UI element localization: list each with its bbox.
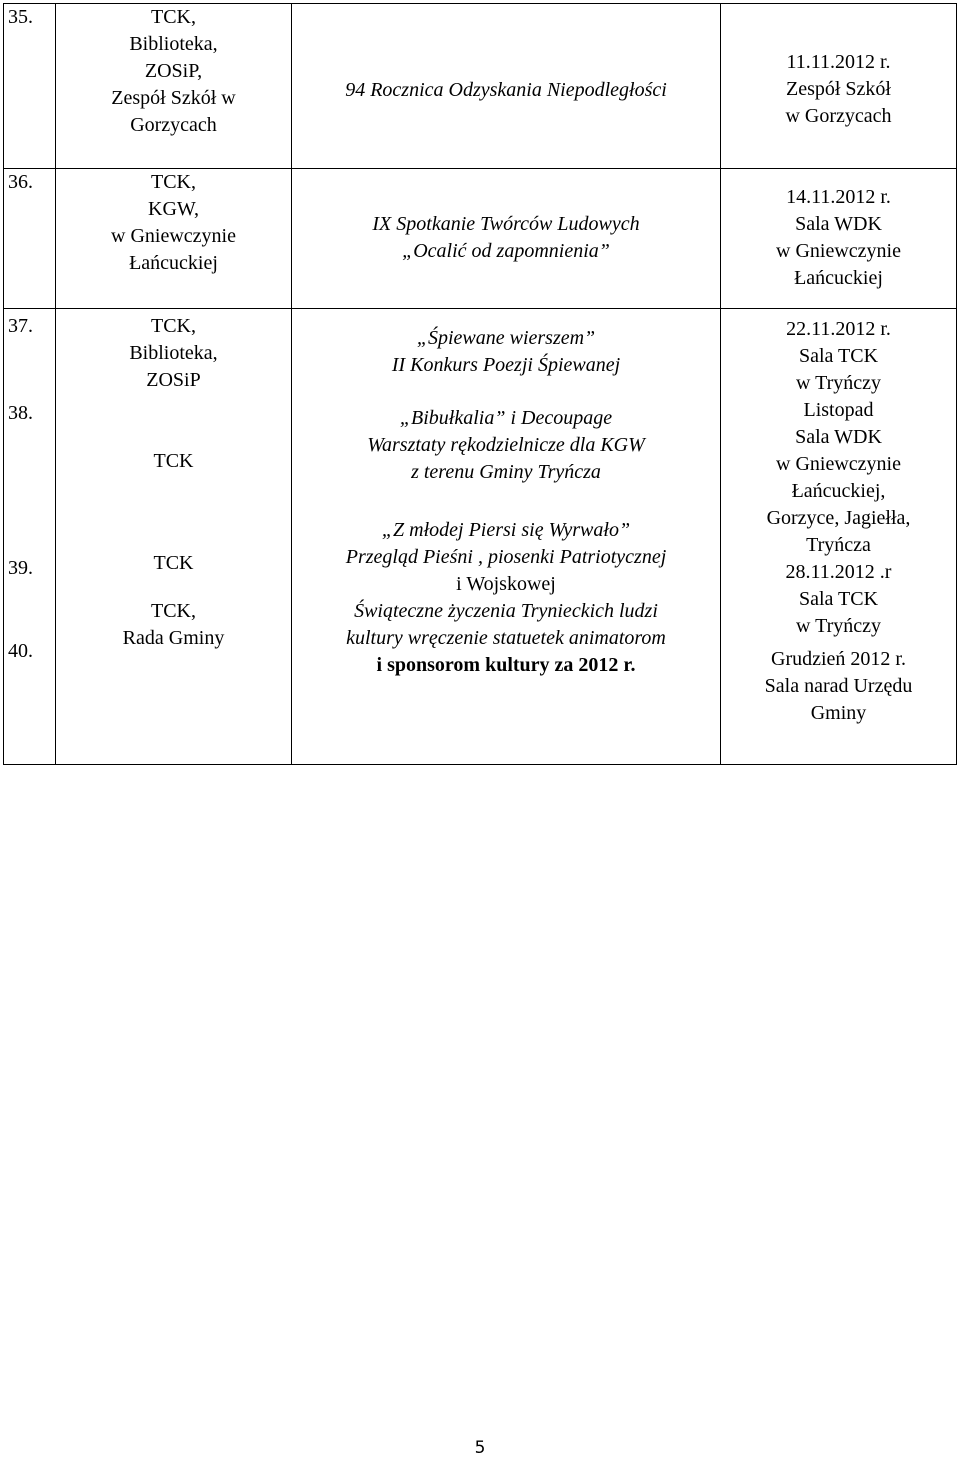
event-line: Przegląd Pieśni , piosenki Patriotycznej [345, 546, 667, 568]
date-place-line: 11.11.2012 r. [786, 51, 891, 73]
organizer-cell [56, 169, 292, 309]
date-place-line: 22.11.2012 r. [786, 318, 891, 340]
table-row [4, 309, 957, 765]
organizer-line [60, 475, 287, 502]
organizer-cell [56, 4, 292, 169]
event-name-cell [292, 169, 721, 309]
date-place-line: Sala WDK [795, 426, 882, 448]
row-number: 39. [8, 557, 33, 579]
organizer-line: Rada Gminy [122, 627, 225, 649]
date-place-line: Grudzień 2012 r. [771, 648, 906, 670]
organizer-line: TCK, [151, 6, 196, 28]
row-number: 35. [8, 6, 33, 28]
table-row [4, 4, 957, 169]
organizer-line: TCK, [151, 315, 196, 337]
date-place-line: Zespół Szkół [786, 78, 891, 100]
row-number: 37. [8, 315, 33, 337]
date-place-line: Łańcuckiej, [791, 480, 886, 502]
event-block [296, 169, 716, 265]
date-place-line: Sala WDK [795, 213, 882, 235]
event-line: „Ocalić od zapomnienia” [402, 240, 610, 262]
event-name-cell [292, 309, 721, 765]
date-place-line: 14.11.2012 r. [786, 186, 891, 208]
row-number-cell [4, 169, 56, 309]
organizer-line [60, 421, 287, 448]
date-place-line: Gorzyce, Jagiełła, [766, 507, 911, 529]
date-place-line: w Tryńczy [795, 615, 881, 637]
date-place-line: Sala TCK [798, 345, 879, 367]
row-number-cell [4, 4, 56, 169]
organizer-line: w Gniewczynie [111, 225, 236, 247]
event-line: II Konkurs Poezji Śpiewanej [391, 354, 621, 376]
organizer-line: ZOSiP, [144, 60, 203, 82]
organizer-line: Zespół Szkół w [111, 87, 236, 109]
event-line: „Śpiewane wierszem” [416, 327, 596, 349]
row-number-cell [4, 309, 56, 765]
date-place-cell [721, 4, 957, 169]
date-place-line: Łańcuckiej [794, 267, 883, 289]
organizer-line [60, 394, 287, 421]
organizer-line: Biblioteka, [129, 33, 218, 55]
date-place-line: w Gorzycach [785, 105, 892, 127]
event-line: „Bibułkalia” i Decoupage [399, 407, 613, 429]
date-place-line: 28.11.2012 .r [785, 561, 892, 583]
event-block [296, 309, 716, 379]
organizer-line: TCK, [151, 600, 196, 622]
date-place-block [725, 169, 952, 292]
event-line: 94 Rocznica Odzyskania Niepodległości [345, 79, 667, 101]
date-place-line: w Tryńczy [795, 372, 881, 394]
event-line: i sponsorom kultury za 2012 r. [376, 654, 636, 676]
organizer-line: Biblioteka, [129, 342, 218, 364]
date-place-line: Tryńcza [806, 534, 871, 556]
event-block [296, 486, 716, 679]
event-block [296, 379, 716, 486]
event-line: i Wojskowej [456, 573, 556, 595]
date-place-line: Sala narad Urzędu [764, 675, 913, 697]
event-line: Świąteczne życzenia Trynieckich ludzi [354, 600, 658, 622]
organizer-line: TCK [153, 450, 194, 472]
date-place-line: Gminy [810, 702, 867, 724]
organizer-line: ZOSiP [146, 369, 201, 391]
page-number: 5 [474, 1438, 486, 1458]
organizer-line [60, 502, 287, 529]
event-line: IX Spotkanie Twórców Ludowych [372, 213, 640, 235]
table-row [4, 169, 957, 309]
date-place-line: Listopad [803, 399, 874, 421]
date-place-block [725, 4, 952, 130]
event-block [296, 4, 716, 104]
date-place-line: w Gniewczynie [776, 240, 901, 262]
date-place-cell [721, 309, 957, 765]
event-name-cell [292, 4, 721, 169]
organizer-cell [56, 309, 292, 765]
row-number: 36. [8, 171, 33, 193]
organizer-line: Gorzycach [130, 114, 217, 136]
event-line: z terenu Gminy Tryńcza [411, 461, 601, 483]
event-line: kultury wręczenie statuetek animatorom [346, 627, 666, 649]
organizer-line: Łańcuckiej [129, 252, 218, 274]
event-line: Warsztaty rękodzielnicze dla KGW [367, 434, 645, 456]
event-line: „Z młodej Piersi się Wyrwało” [381, 519, 631, 541]
organizer-line: KGW, [148, 198, 199, 220]
organizer-line: TCK, [151, 171, 196, 193]
date-place-cell [721, 169, 957, 309]
date-place-line: Sala TCK [798, 588, 879, 610]
events-table [3, 3, 957, 765]
organizer-line: TCK [153, 552, 194, 574]
date-place-line: w Gniewczynie [776, 453, 901, 475]
row-number: 40. [8, 640, 33, 662]
row-number: 38. [8, 402, 33, 424]
